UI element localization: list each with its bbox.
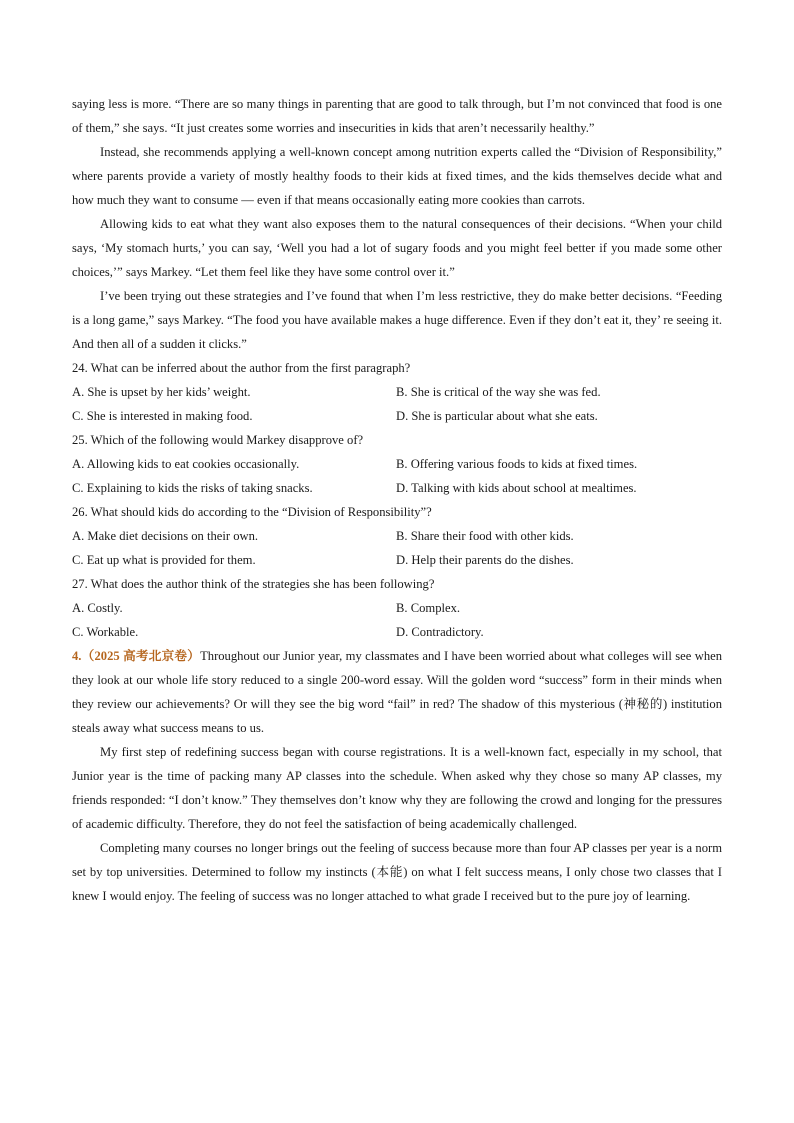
- intro-text: Throughout our Junior year, my classmates and I have been worried about what colleges will see when they look at our whole life story reduced to a single 200-word essay. Will the golden word “success” form in their minds when they review our achievements? Or will they see the big word “fail” in red? The shadow of this mysterious (神秘的) institution steals away what success means to us.: [72, 649, 723, 735]
- question-stem: 25. Which of the following would Markey disapprove of?: [72, 433, 364, 447]
- question-24: [72, 356, 722, 428]
- passage-paragraph: Allowing kids to eat what they want also exposes them to the natural consequences of their decisions. “When your child says, ‘My stomach hurts,’ you can say, ‘Well you had a lot of sugary foods and you might feel better if you made some other choices,’” says Markey. “Let them feel like they have some control over it.”: [72, 217, 722, 279]
- passage-paragraph: I’ve been trying out these strategies and I’ve found that when I’m less restrictive, they do make better decisions. “Feeding is a long game,” says Markey. “The food you have available makes a huge difference. Even if they don’t eat it, they’ re seeing it. And then all of a sudden it clicks.”: [72, 289, 722, 351]
- option-c: C. She is interested in making food.: [72, 409, 253, 423]
- document-page: [72, 92, 722, 908]
- option-d: D. Talking with kids about school at mealtimes.: [396, 481, 637, 495]
- option-b: B. She is critical of the way she was fed.: [396, 385, 601, 399]
- question-stem: 27. What does the author think of the strategies she has been following?: [72, 577, 435, 591]
- option-a: A. Make diet decisions on their own.: [72, 529, 259, 543]
- option-a: A. Costly.: [72, 601, 123, 615]
- passage-paragraph: saying less is more. “There are so many things in parenting that are good to talk through, but I’m not convinced that food is one of them,” she says. “It just creates some worries and insecurities in kids that aren’t necessarily healthy.”: [72, 97, 722, 135]
- question-25: [72, 428, 722, 500]
- question-stem: 24. What can be inferred about the author from the first paragraph?: [72, 361, 411, 375]
- option-b: B. Offering various foods to kids at fixed times.: [396, 457, 638, 471]
- source-label: 4.（2025 高考北京卷）: [72, 649, 201, 663]
- passage-paragraph: My first step of redefining success began with course registrations. It is a well-known fact, especially in my school, that Junior year is the time of packing many AP classes into the schedule. When asked why they chose so many AP classes, my friends responded: “I don’t know.” They themselves don’t know why they are following the crowd and longing for the pressures of academic difficulty. Therefore, they do not feel the satisfaction of being academically challenged.: [72, 745, 722, 831]
- option-d: D. She is particular about what she eats.: [396, 409, 598, 423]
- option-b: B. Share their food with other kids.: [396, 529, 574, 543]
- section-intro-paragraph: [72, 644, 722, 740]
- passage-paragraph: Completing many courses no longer brings out the feeling of success because more than four AP classes per year is a norm set by top universities. Determined to follow my instincts (本能) on what I felt success means, I only chose two classes that I knew I would enjoy. The feeling of success was no longer attached to what grade I received but to the pure joy of learning.: [72, 841, 722, 903]
- passage-paragraph: Instead, she recommends applying a well-known concept among nutrition experts called the “Division of Responsibility,” where parents provide a variety of mostly healthy foods to their kids at fixed times, and the kids themselves decide what and how much they want to consume — even if that means occasionally eating more cookies than carrots.: [72, 145, 722, 207]
- question-27: [72, 572, 722, 644]
- option-b: B. Complex.: [396, 601, 461, 615]
- option-a: A. Allowing kids to eat cookies occasionally.: [72, 457, 300, 471]
- option-c: C. Workable.: [72, 625, 139, 639]
- option-d: D. Contradictory.: [396, 625, 484, 639]
- section-4: [72, 644, 722, 908]
- option-d: D. Help their parents do the dishes.: [396, 553, 574, 567]
- option-c: C. Eat up what is provided for them.: [72, 553, 256, 567]
- option-a: A. She is upset by her kids’ weight.: [72, 385, 251, 399]
- question-26: [72, 500, 722, 572]
- option-c: C. Explaining to kids the risks of taking snacks.: [72, 481, 313, 495]
- question-stem: 26. What should kids do according to the “Division of Responsibility”?: [72, 505, 432, 519]
